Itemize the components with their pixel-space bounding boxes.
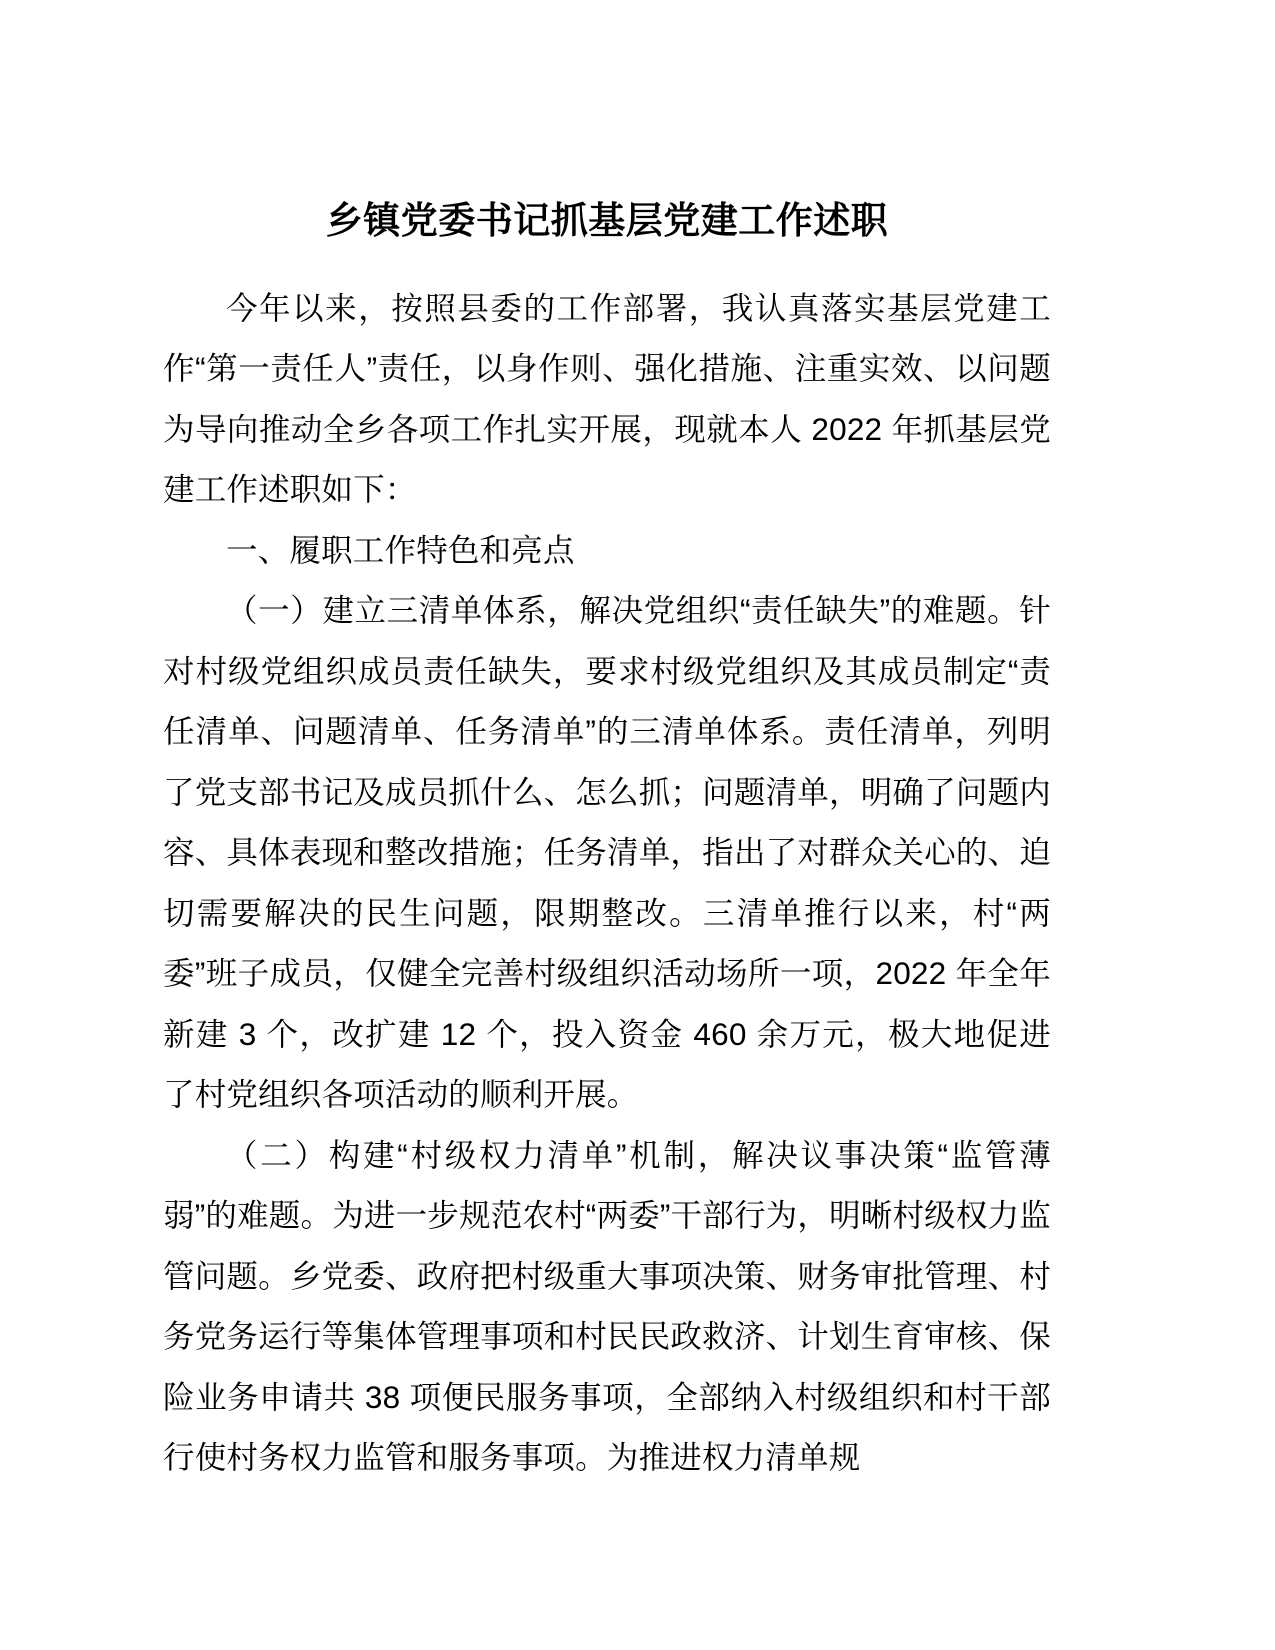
paragraph-item-1: （一）建立三清单体系，解决党组织“责任缺失”的难题。针对村级党组织成员责任缺失，要求村级党组织及其成员制定“责任清单、问题清单、任务清单”的三清单体系。责任清单，列明了党支部书记及成员抓什么、怎么抓；问题清单，明确了问题内容、具体表现和整改措施；任务清单，指出了对群众关心的、迫切需要解决的民生问题，限期整改。三清单推行以来，村“两委”班子成员，仅健全完善村级组织活动场所一项，2022 年全年新建 3 个，改扩建 12 个，投入资金 460 余万元，极大地促进了村党组织各项活动的顺利开展。 <box>163 592 1051 1113</box>
document-content <box>163 196 1051 1488</box>
section-heading-1: 一、履职工作特色和亮点 <box>226 531 575 568</box>
paragraph-item-2: （二）构建“村级权力清单”机制，解决议事决策“监管薄弱”的难题。为进一步规范农村“两委”干部行为，明晰村级权力监管问题。乡党委、政府把村级重大事项决策、财务审批管理、村务党务运行等集体管理事项和村民民政救济、计划生育审核、保险业务申请共 38 项便民服务事项，全部纳入村级组织和村干部行使村务权力监管和服务事项。为推进权力清单规 <box>163 1136 1051 1476</box>
title-body-spacer <box>163 260 1051 278</box>
paragraph-intro: 今年以来，按照县委的工作部署，我认真落实基层党建工作“第一责任人”责任，以身作则、强化措施、注重实效、以问题为导向推动全乡各项工作扎实开展，现就本人 2022 年抓基层党建工作述职如下： <box>163 289 1051 508</box>
page-title: 乡镇党委书记抓基层党建工作述职 <box>325 200 889 241</box>
